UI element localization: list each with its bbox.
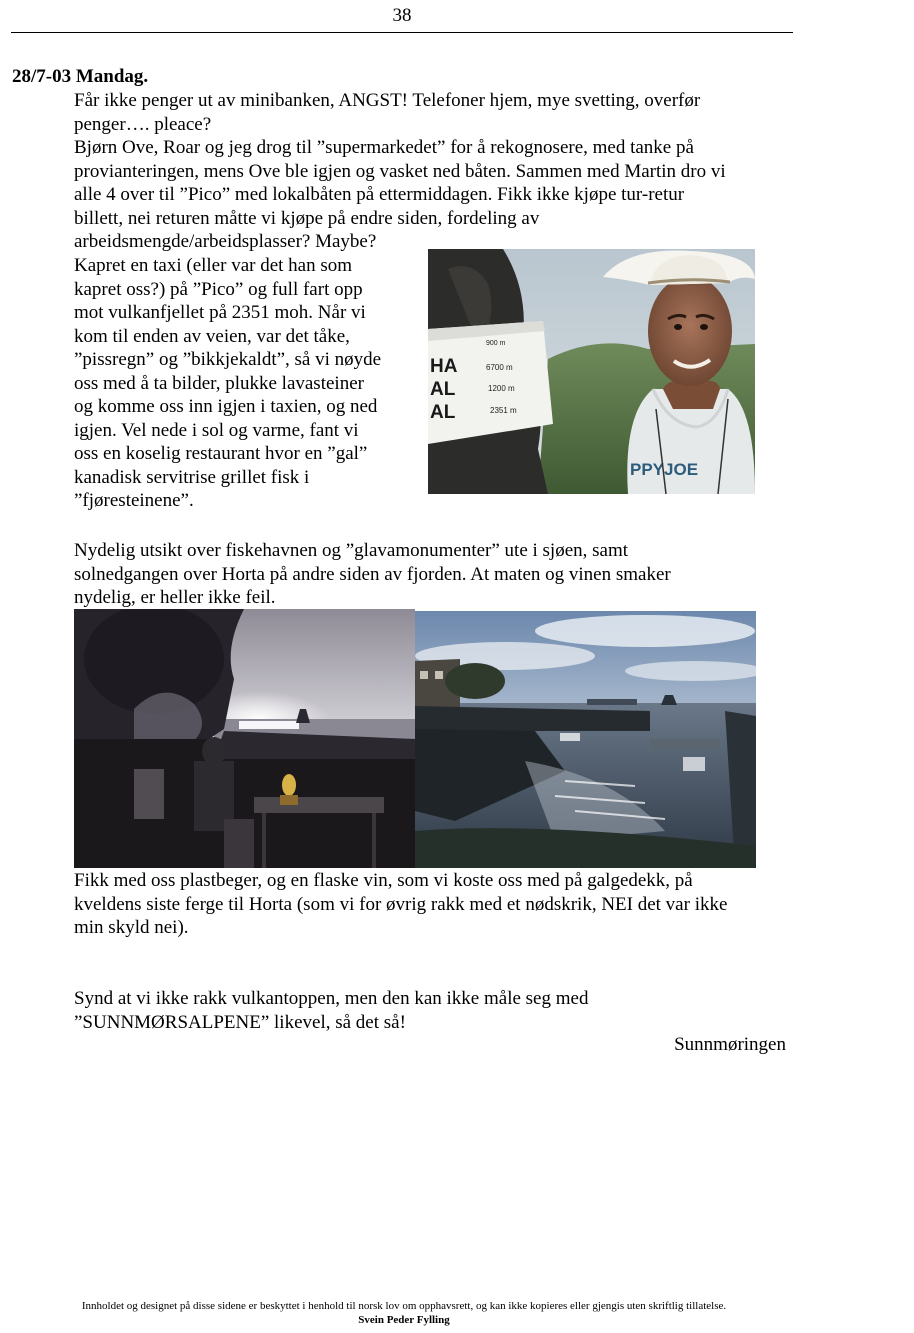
photo-fishing-harbour [415,611,756,868]
page-number: 38 [392,5,412,26]
sign-altitude-line: 900 m [486,340,506,347]
text-line: penger…. pleace? [74,113,212,135]
paragraph-view [74,539,671,610]
sign-altitude-line: 1200 m [488,384,515,393]
sign-altitude-line: 6700 m [486,363,513,372]
text-line: oss med å ta bilder, plukke lavasteiner [74,372,364,394]
text-line: ”SUNNMØRSALPENE” likevel, så det så! [74,1011,406,1033]
text-line: kanadisk servitrise grillet fisk i [74,466,310,488]
text-line: kapret oss?) på ”Pico” og full fart opp [74,278,363,300]
text-line: arbeidsmengde/arbeidsplasser? Maybe? [74,231,377,252]
shirt-text: PPYJOE [630,460,699,479]
sign-edge-letters: AL [430,379,456,400]
sign-edge-letters: HA [430,356,458,377]
text-line: solnedgangen over Horta på andre siden av fjorden. At maten og vinen smaker [74,563,671,585]
signature: Sunnmøringen [674,1034,786,1055]
text-line: mot vulkanfjellet på 2351 moh. Når vi [74,302,366,323]
author-name: Svein Peder Fylling [358,1314,450,1326]
paragraph-minibank [74,89,726,254]
text-line: nydelig, er heller ikke feil. [74,587,276,608]
text-line: alle 4 over til ”Pico” med lokalbåten på ettermiddagen. Fikk ikke kjøpe tur-retur [74,184,685,205]
text-line: Får ikke penger ut av minibanken, ANGST! Telefoner hjem, mye svetting, overfør [74,90,701,111]
text-line: Synd at vi ikke rakk vulkantoppen, men den kan ikke måle seg med [74,988,589,1009]
sign-edge-letters: AL [430,402,456,423]
text-line: kveldens siste ferge til Horta (som vi for øvrig rakk med et nødskrik, NEI det var ikke [74,893,728,915]
sign-altitude-line: 2351 m [490,406,517,415]
text-line: igjen. Vel nede i sol og varme, fant vi [74,419,359,441]
text-line: Kapret en taxi (eller var det han som [74,255,353,276]
text-line: ”fjøresteinene”. [74,490,194,511]
text-line: kom til enden av veien, var det tåke, [74,325,350,347]
photo-volcano-sign-selfie [428,249,755,494]
text-line: oss en koselig restaurant hvor en ”gal” [74,443,368,464]
text-line: min skyld nei). [74,917,189,938]
paragraph-ferry [74,869,727,940]
copyright-notice: Innholdet og designet på disse sidene er beskyttet i henhold til norsk lov om opphavsrett, og kan ikke kopieres eller gjengis uten skriftlig tillatelse. [81,1300,727,1312]
text-line: ”pissregn” og ”bikkjekaldt”, så vi nøyde [74,349,382,370]
text-line: Bjørn Ove, Roar og jeg drog til ”supermarkedet” for å rekognosere, med tanke på [74,137,694,158]
entry-date-heading: 28/7-03 Mandag. [12,66,149,87]
header-rule [11,32,793,33]
text-line: billett, nei returen måtte vi kjøpe på endre siden, fordeling av [74,207,540,229]
text-line: Fikk med oss plastbeger, og en flaske vin, som vi koste oss med på galgedekk, på [74,870,693,891]
paragraph-conclusion [74,987,588,1034]
photo-restaurant-grill [74,609,415,868]
paragraph-taxi [74,254,381,513]
text-line: og komme oss inn igjen i taxien, og ned [74,396,378,417]
text-line: provianteringen, mens Ove ble igjen og vasket ned båten. Sammen med Martin dro vi [74,160,726,182]
text-line: Nydelig utsikt over fiskehavnen og ”glavamonumenter” ute i sjøen, samt [74,540,629,561]
